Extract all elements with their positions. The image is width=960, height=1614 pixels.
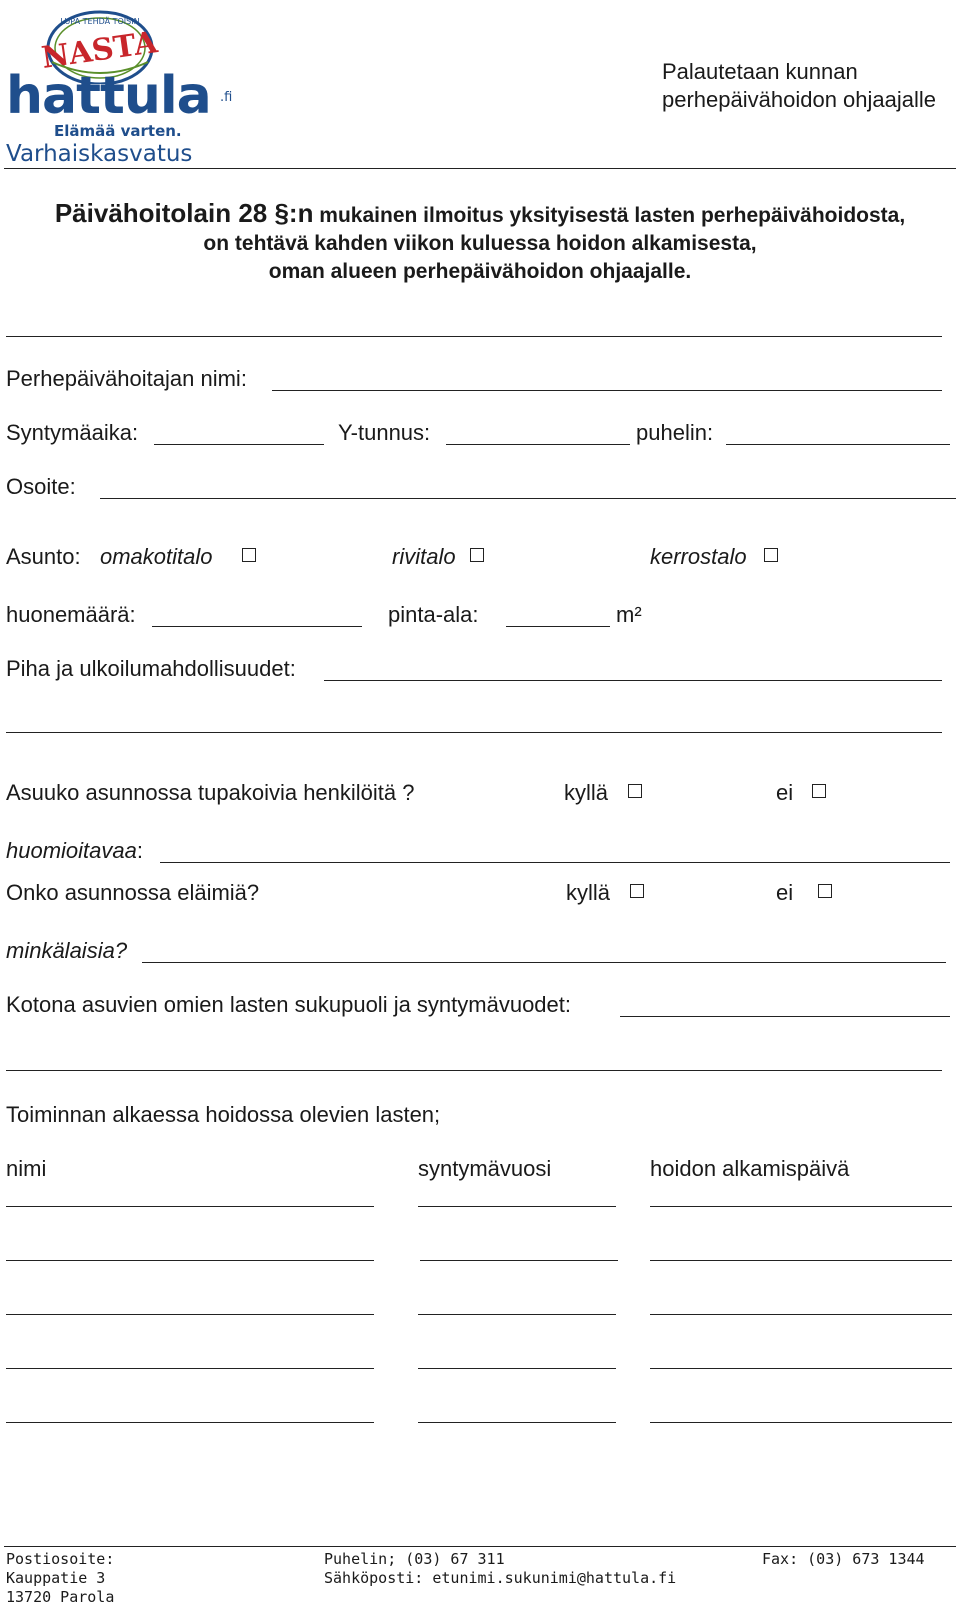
child-2-start-date-field[interactable]	[650, 1260, 952, 1261]
area-field[interactable]	[506, 626, 610, 627]
pets-kind-field[interactable]	[142, 962, 946, 963]
pets-no-checkbox[interactable]	[818, 884, 832, 898]
child-3-start-date-field[interactable]	[650, 1314, 952, 1315]
return-note-line1: Palautetaan kunnan	[662, 59, 858, 84]
title-line-3: oman alueen perhepäivähoidon ohjaajalle.	[268, 260, 692, 283]
column-birthyear-header: syntymävuosi	[418, 1156, 552, 1181]
pets-no-label: ei	[776, 880, 794, 905]
housing-option-rowhouse: rivitalo	[392, 544, 456, 569]
badge-word: NASTA	[39, 25, 160, 76]
title-line-1-rest: mukainen ilmoitus yksityisestä lasten perhepäivähoidosta,	[313, 204, 906, 227]
rooms-label: huonemäärä:	[6, 602, 136, 627]
housing-detached-checkbox[interactable]	[242, 548, 256, 562]
caretaker-name-field[interactable]	[272, 390, 942, 391]
child-2-name-field[interactable]	[6, 1260, 374, 1261]
column-start-date-header: hoidon alkamispäivä	[650, 1156, 850, 1181]
business-id-field[interactable]	[446, 444, 630, 445]
area-unit: m²	[616, 602, 642, 627]
own-children-field-continued[interactable]	[6, 1070, 942, 1071]
caretaker-name-label: Perhepäivähoitajan nimi:	[6, 366, 247, 391]
footer-postal-address	[6, 1550, 114, 1607]
pets-yes-label: kyllä	[566, 880, 611, 905]
separator-line	[6, 336, 942, 337]
child-5-name-field[interactable]	[6, 1422, 374, 1423]
business-id-label: Y-tunnus:	[338, 420, 431, 445]
child-1-birthyear-field[interactable]	[418, 1206, 616, 1207]
smokers-no-checkbox[interactable]	[812, 784, 826, 798]
rooms-field[interactable]	[152, 626, 362, 627]
smokers-question: Asuuko asunnossa tupakoivia henkilöitä ?	[6, 780, 415, 805]
child-4-name-field[interactable]	[6, 1368, 374, 1369]
smokers-yes-checkbox[interactable]	[628, 784, 642, 798]
pets-yes-checkbox[interactable]	[630, 884, 644, 898]
brand-tagline: Elämää varten.	[54, 122, 182, 140]
housing-rowhouse-checkbox[interactable]	[470, 548, 484, 562]
child-3-birthyear-field[interactable]	[418, 1314, 616, 1315]
housing-label: Asunto:	[6, 544, 81, 569]
housing-option-apartment: kerrostalo	[650, 544, 747, 569]
return-note	[662, 58, 936, 114]
footer-contact	[324, 1550, 676, 1588]
address-field[interactable]	[100, 498, 956, 499]
notes-label	[6, 838, 143, 864]
return-note-line2: perhepäivähoidon ohjaajalle	[662, 87, 937, 112]
footer-phone: Puhelin; (03) 67 311	[324, 1550, 505, 1568]
yard-field[interactable]	[324, 680, 942, 681]
notes-label-colon: :	[136, 838, 143, 863]
address-label: Osoite:	[6, 474, 76, 499]
child-4-birthyear-field[interactable]	[418, 1368, 616, 1369]
title-law-reference: Päivähoitolain 28 §:n	[54, 198, 314, 228]
footer-fax: Fax: (03) 673 1344	[762, 1550, 925, 1568]
brand-tld: .fi	[220, 90, 233, 105]
birthdate-field[interactable]	[154, 444, 324, 445]
header-divider	[4, 168, 956, 169]
notes-label-text: huomioitavaa	[6, 838, 137, 863]
column-name-header: nimi	[6, 1156, 47, 1181]
child-5-birthyear-field[interactable]	[418, 1422, 616, 1423]
phone-field[interactable]	[726, 444, 950, 445]
footer-street: Kauppatie 3	[6, 1569, 106, 1587]
brand-name: hattula	[6, 66, 211, 126]
birthdate-label: Syntymäaika:	[6, 420, 139, 445]
title-line-2: on tehtävä kahden viikon kuluessa hoidon alkamisesta,	[203, 232, 757, 255]
own-children-label: Kotona asuvien omien lasten sukupuoli ja syntymävuodet:	[6, 992, 572, 1017]
footer-email: Sähköposti: etunimi.sukunimi@hattula.fi	[324, 1569, 677, 1587]
department-name: Varhaiskasvatus	[6, 141, 193, 167]
own-children-field[interactable]	[620, 1016, 950, 1017]
child-4-start-date-field[interactable]	[650, 1368, 952, 1369]
child-2-birthyear-field[interactable]	[420, 1260, 618, 1261]
title-line-1	[0, 198, 960, 231]
child-3-name-field[interactable]	[6, 1314, 374, 1315]
notes-field[interactable]	[160, 862, 950, 863]
child-1-start-date-field[interactable]	[650, 1206, 952, 1207]
phone-label: puhelin:	[636, 420, 714, 445]
children-in-care-label: Toiminnan alkaessa hoidossa olevien lasten;	[6, 1102, 441, 1127]
housing-option-detached: omakotitalo	[100, 544, 213, 569]
smokers-yes-label: kyllä	[564, 780, 609, 805]
yard-label: Piha ja ulkoilumahdollisuudet:	[6, 656, 296, 681]
smokers-no-label: ei	[776, 780, 794, 805]
footer-postcode-city: 13720 Parola	[6, 1588, 115, 1606]
child-5-start-date-field[interactable]	[650, 1422, 952, 1423]
badge-arc-text: LUPA TEHDÄ TOISIN	[60, 17, 140, 26]
pets-question: Onko asunnossa eläimiä?	[6, 880, 260, 905]
pets-kind-label: minkälaisia?	[6, 938, 128, 963]
yard-field-continued[interactable]	[6, 732, 942, 733]
footer-divider	[4, 1546, 956, 1547]
housing-apartment-checkbox[interactable]	[764, 548, 778, 562]
child-1-name-field[interactable]	[6, 1206, 374, 1207]
footer-postal-label: Postiosoite:	[6, 1550, 115, 1568]
area-label: pinta-ala:	[388, 602, 479, 627]
